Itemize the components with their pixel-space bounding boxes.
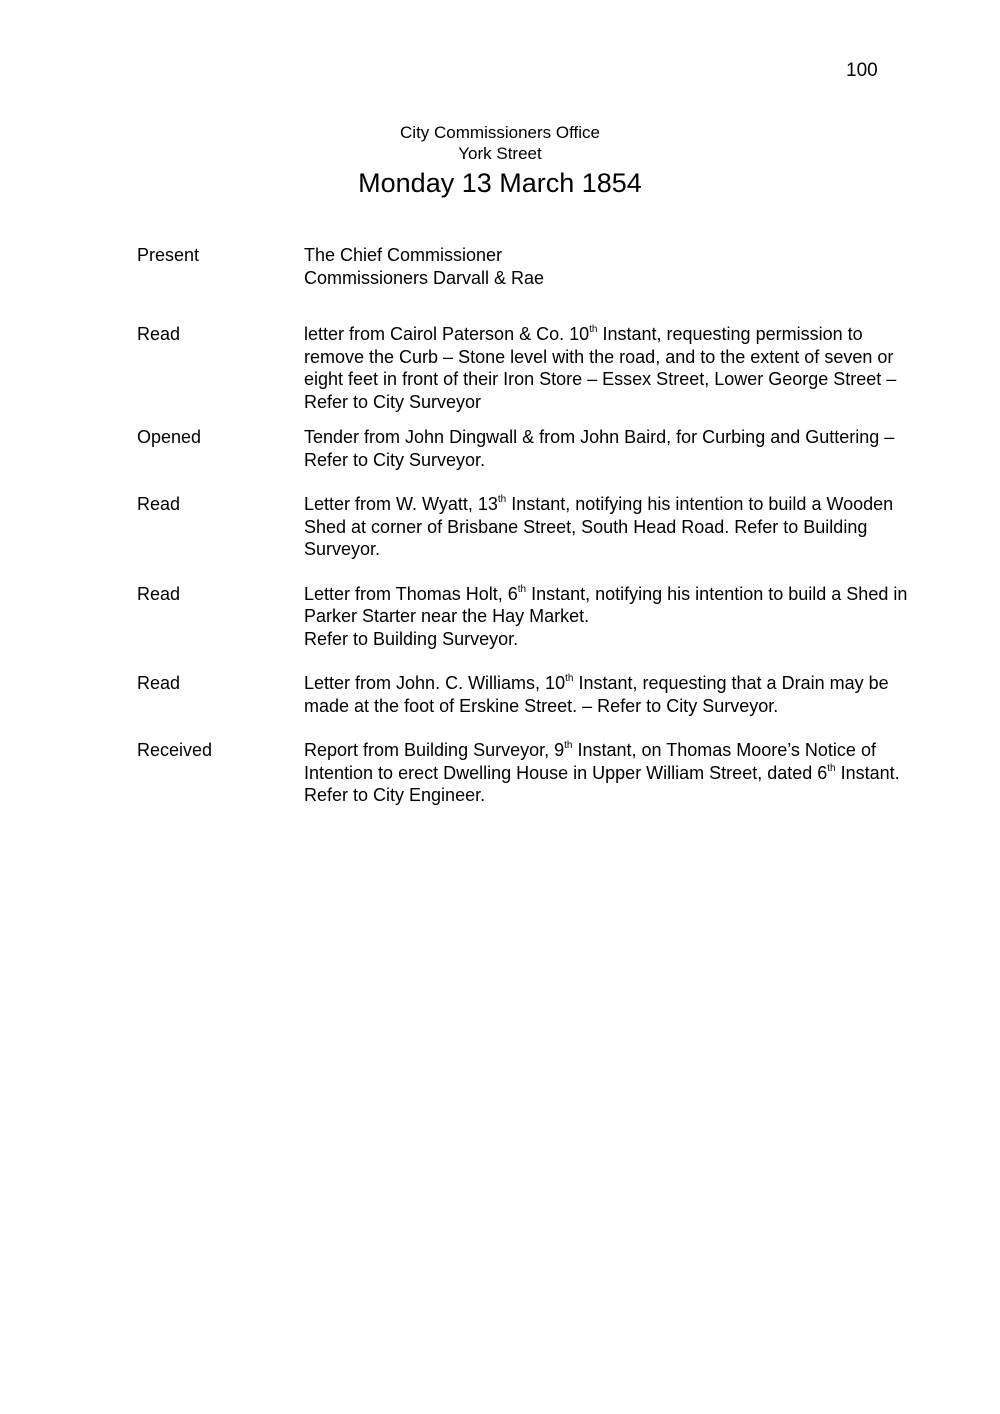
office-name: City Commissioners Office	[400, 123, 600, 142]
entry-line: Refer to City Engineer.	[304, 785, 486, 805]
office-street: York Street	[458, 144, 542, 163]
minute-entry	[0, 672, 1000, 717]
entry-line: The Chief Commissioner	[304, 245, 503, 265]
minutes-entries	[0, 244, 1000, 807]
entry-text: Tender from John Dingwall & from John Baird, for Curbing and Guttering – Refer to City Surveyor.	[304, 427, 895, 470]
minute-entry	[0, 244, 1000, 289]
entry-label: Read	[137, 673, 181, 693]
entry-body	[304, 739, 924, 807]
minute-entry	[0, 583, 1000, 651]
entry-text: Letter from W. Wyatt, 13th Instant, notifying his intention to build a Wooden Shed at corner of Brisbane Street, South Head Road. Refer to Building Surveyor.	[304, 494, 894, 559]
minute-entry	[0, 426, 1000, 471]
entry-label: Received	[137, 740, 213, 760]
entry-label: Present	[137, 245, 200, 265]
entry-label: Read	[137, 583, 181, 604]
entry-line: Refer to Building Surveyor.	[304, 628, 519, 649]
entry-label: Opened	[137, 427, 202, 447]
entry-body	[304, 672, 924, 717]
entry-label: Read	[137, 494, 181, 514]
entry-label: Read	[137, 324, 181, 344]
entry-text: Report from Building Surveyor, 9th Instant, on Thomas Moore’s Notice of Intention to erect Dwelling House in Upper William Street, dated 6th Instant.	[304, 740, 900, 783]
entry-body	[304, 244, 924, 289]
entry-body	[304, 493, 924, 561]
entry-text: Letter from John. C. Williams, 10th Instant, requesting that a Drain may be made at the foot of Erskine Street. – Refer to City Surveyor.	[304, 673, 889, 716]
entry-body	[304, 583, 924, 651]
entry-line: Commissioners Darvall & Rae	[304, 267, 545, 288]
entry-text: letter from Cairol Paterson & Co. 10th Instant, requesting permission to remove the Curb – Stone level with the road, and to the extent of seven or eight feet in front of their Iron Store – Essex Street, Lower George Street – Refer to City Surveyor	[304, 324, 897, 412]
minute-entry	[0, 739, 1000, 807]
meeting-date: Monday 13 March 1854	[358, 168, 642, 198]
minute-entry	[0, 493, 1000, 561]
entry-body	[304, 426, 924, 471]
minutes-header	[0, 122, 1000, 200]
entry-body	[304, 323, 924, 413]
page-number: 100	[846, 60, 878, 81]
minute-entry	[0, 323, 1000, 413]
entry-text: Letter from Thomas Holt, 6th Instant, notifying his intention to build a Shed in Parker Starter near the Hay Market.	[304, 583, 908, 626]
